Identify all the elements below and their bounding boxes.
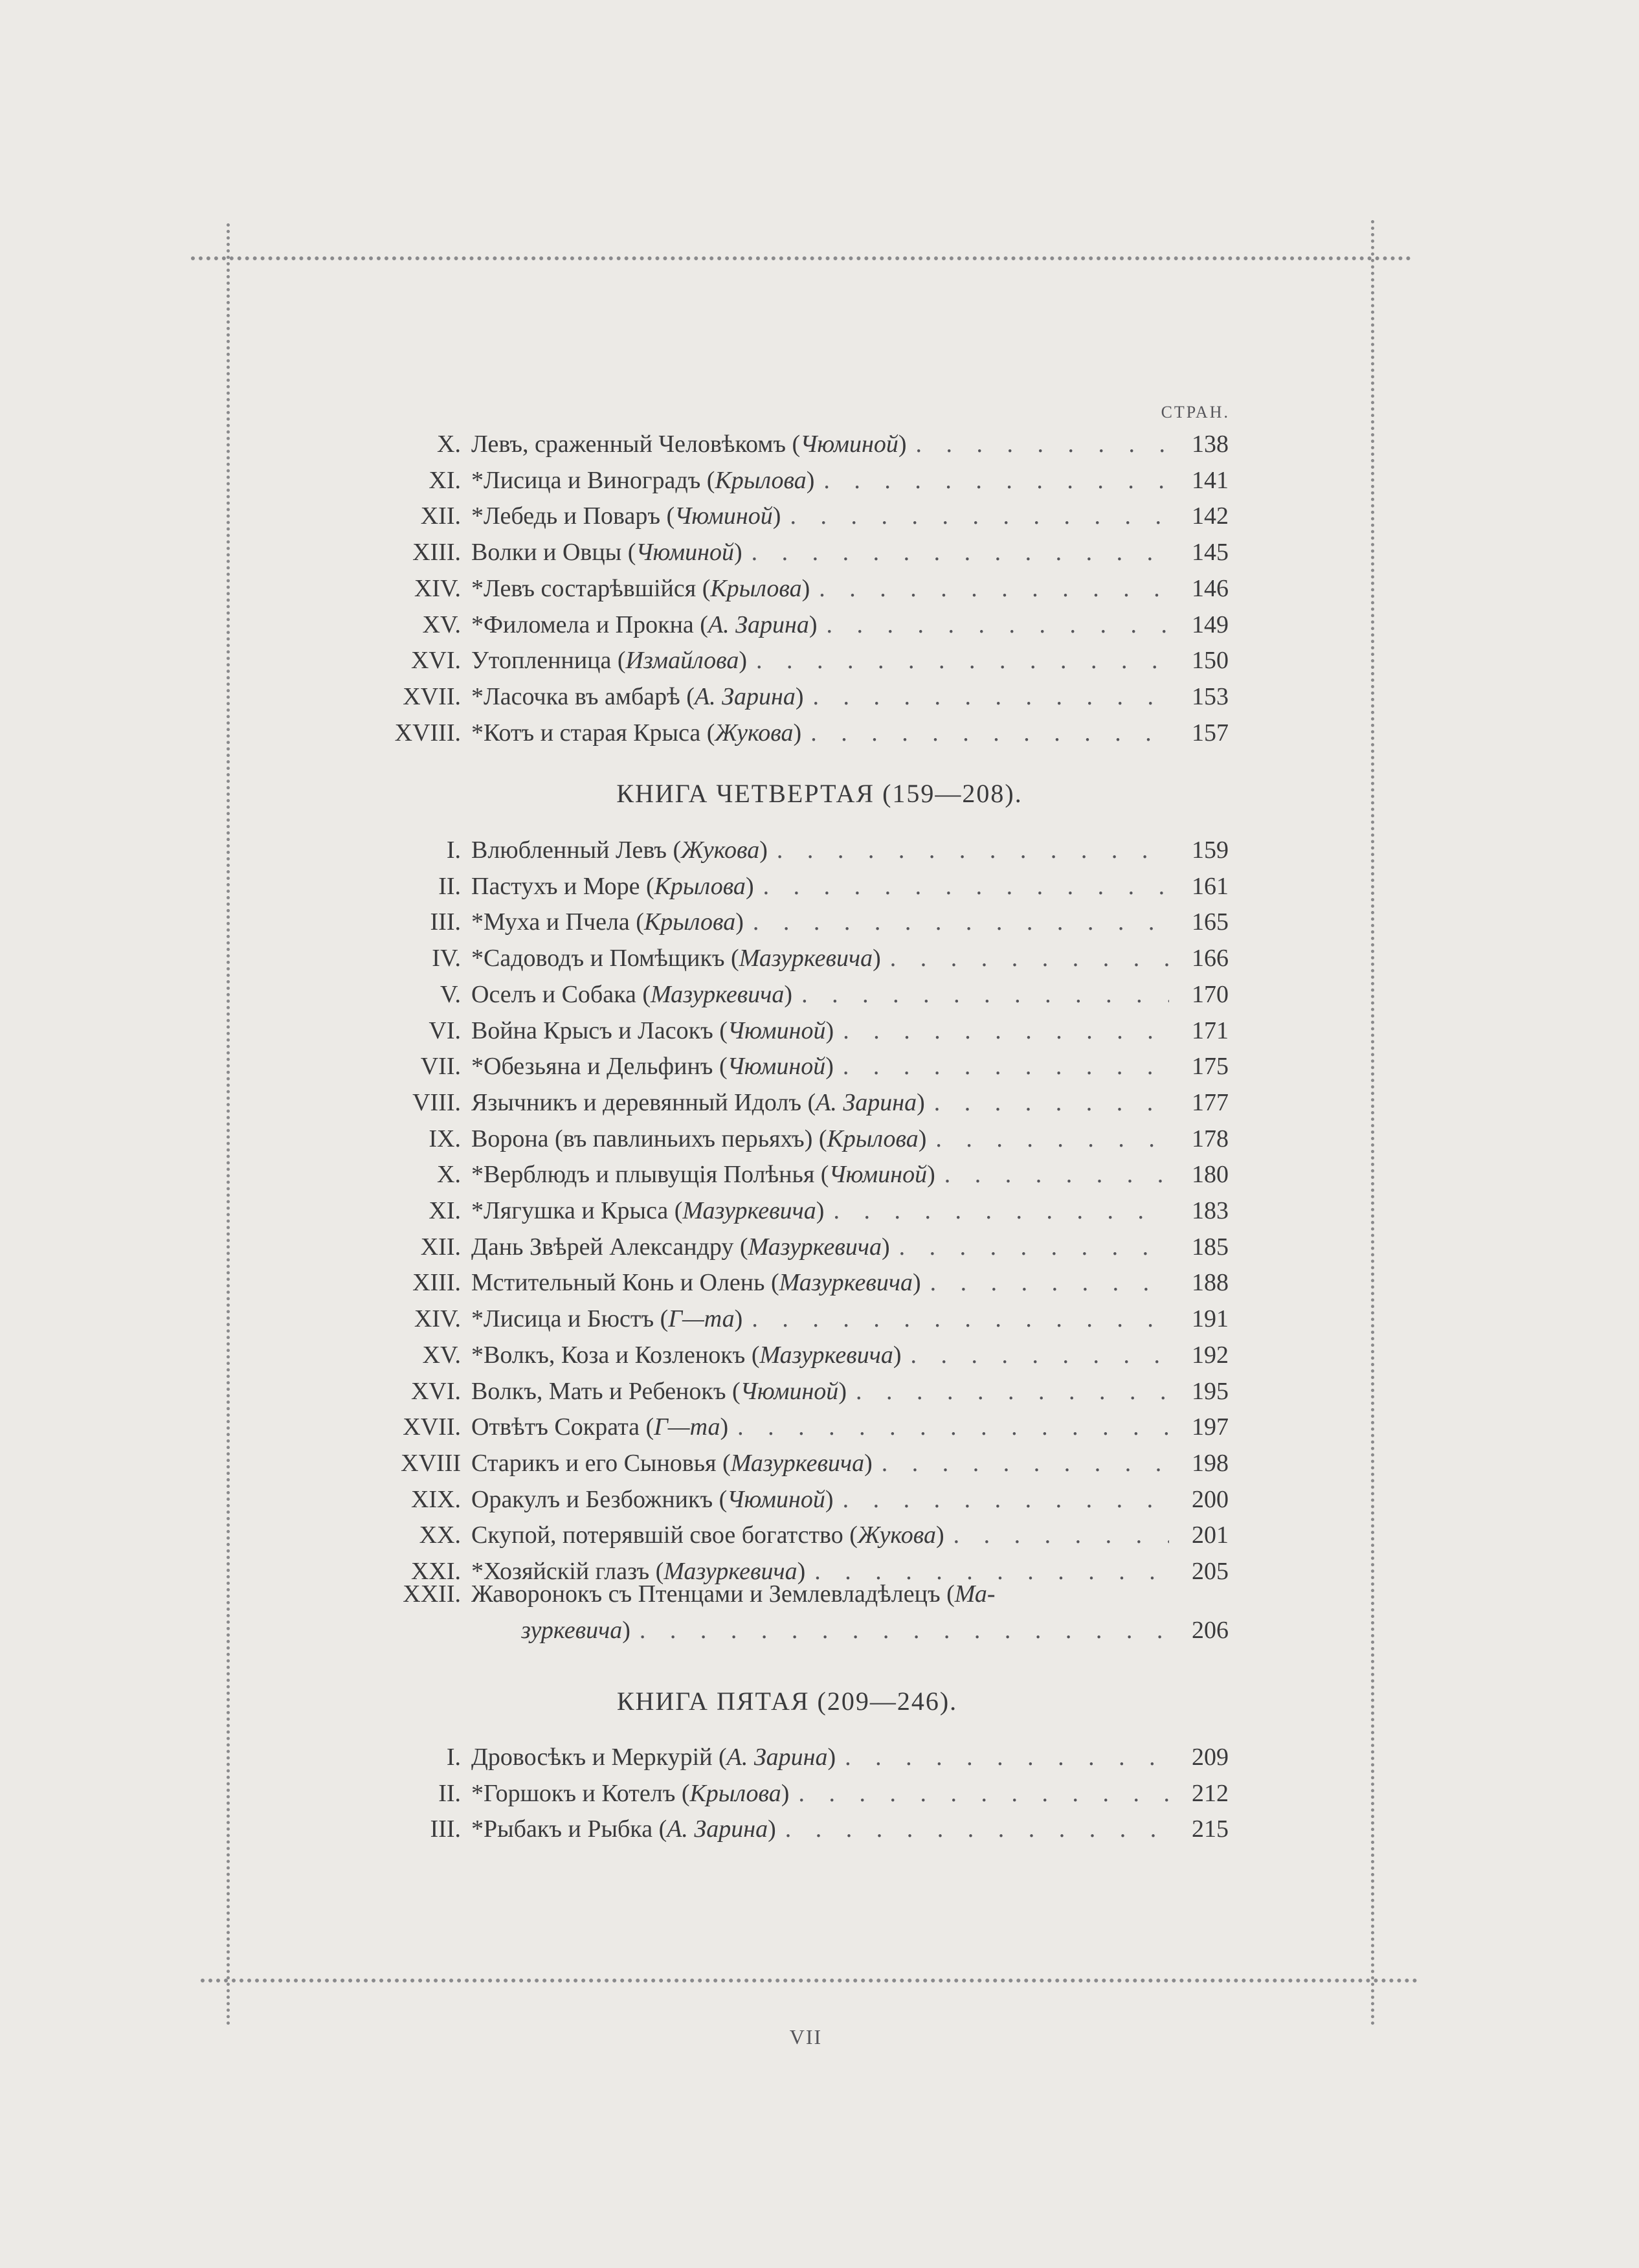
entry-page: 171: [1192, 1016, 1229, 1044]
entry-title: Утопленница (: [471, 647, 626, 675]
entry-title-close: ): [801, 574, 810, 602]
frame-right-border: [1371, 220, 1374, 2027]
entry-author: А. Зарина: [708, 611, 809, 638]
entry-numeral: VII.: [420, 1053, 461, 1081]
entry-page: 197: [1192, 1413, 1229, 1441]
entry-author: Мазуркевича: [682, 1197, 816, 1224]
entry-title: Оракулъ и Безбожникъ (: [471, 1485, 728, 1513]
entry-title: Волкъ, Мать и Ребенокъ (: [471, 1377, 741, 1405]
entry-author: Чюминой: [727, 1485, 825, 1513]
entry-page: 161: [1192, 872, 1229, 900]
entry-author: Мазуркевича: [779, 1269, 913, 1297]
entry-author: Крылова: [710, 574, 802, 602]
entry-title-close: ): [735, 908, 744, 936]
entry-numeral: IX.: [429, 1125, 461, 1152]
entry-title: Отвѣтъ Сократа (: [471, 1413, 654, 1441]
entry-numeral: XI.: [429, 466, 461, 494]
entry-text: [471, 1576, 1238, 1612]
entry-page: 175: [1192, 1053, 1229, 1081]
entry-leader-dots: [781, 498, 1169, 534]
entry-title: Левъ, сраженный Человѣкомъ (: [471, 431, 801, 458]
entry-page: 198: [1192, 1449, 1229, 1477]
entry-text: [471, 462, 1229, 499]
entry-text: [471, 570, 1229, 607]
entry-text: [471, 1481, 1229, 1518]
entry-text: [471, 1156, 1229, 1193]
entry-leader-dots: [873, 1445, 1169, 1481]
entry-numeral: XVIII.: [394, 719, 461, 747]
entry-author: Крылова: [715, 466, 807, 494]
entry-author: Мазуркевича: [651, 980, 785, 1008]
entry-title-close: ): [797, 1558, 806, 1585]
entry-page: 180: [1192, 1161, 1229, 1189]
entry-title: *Лисица и Виноградъ (: [471, 466, 715, 494]
entry-author: Г—та: [668, 1305, 735, 1333]
entry-text: [471, 1229, 1229, 1265]
entry-page: 146: [1192, 574, 1229, 602]
entry-numeral: XV.: [422, 611, 461, 638]
entry-title-close: ): [936, 1521, 944, 1549]
entry-title-close: ): [825, 1053, 834, 1081]
entry-title: Оселъ и Собака (: [471, 980, 651, 1008]
entry-numeral: XVI.: [410, 647, 461, 675]
entry-text: [471, 426, 1229, 462]
entry-title: Дань Звѣрей Александру (: [471, 1233, 748, 1261]
entry-text: [471, 1373, 1229, 1409]
entry-title-close: ): [825, 1016, 834, 1044]
entry-page: 177: [1192, 1088, 1229, 1116]
entry-title-close: ): [734, 1305, 743, 1333]
entry-text: [471, 868, 1229, 904]
entry-text: [471, 1193, 1229, 1229]
entry-leader-dots: [792, 976, 1169, 1013]
entry-text: [471, 1264, 1229, 1301]
entry-numeral: II.: [438, 872, 461, 900]
entry-author: Крылова: [827, 1125, 919, 1152]
book4-heading: КНИГА ЧЕТВЕРТАЯ (159—208).: [616, 779, 1023, 808]
entry-author: А. Зарина: [726, 1744, 828, 1771]
entry-title: Ворона (въ павлиньихъ перьяхъ) (: [471, 1125, 827, 1152]
entry-title: *Волкъ, Коза и Козленокъ (: [471, 1341, 760, 1369]
entry-page: 157: [1192, 719, 1229, 747]
entry-author: Чюминой: [740, 1377, 839, 1405]
entry-author: А. Зарина: [694, 682, 796, 710]
entry-author: Мазуркевича: [730, 1449, 865, 1477]
entry-title-close: ): [898, 431, 907, 458]
entry-numeral: VI.: [429, 1016, 461, 1044]
entry-title: *Котъ и старая Крыса (: [471, 719, 715, 747]
entry-title: Волки и Овцы (: [471, 539, 636, 567]
entry-leader-dots: [814, 462, 1169, 499]
entry-title-close: ): [893, 1341, 902, 1369]
entry-page: 138: [1192, 431, 1229, 458]
entry-numeral: I.: [446, 1744, 461, 1771]
entry-leader-dots: [834, 1013, 1169, 1049]
entry-page: 178: [1192, 1125, 1229, 1152]
entry-title: *Лягушка и Крыса (: [471, 1197, 683, 1224]
entry-numeral: XIII.: [412, 539, 461, 567]
entry-page: 206: [1192, 1617, 1229, 1644]
entry-text: [471, 1048, 1229, 1084]
entry-author: Ма-: [954, 1580, 996, 1608]
entry-numeral: X.: [437, 1161, 461, 1189]
entry-page: 212: [1192, 1779, 1229, 1807]
entry-page: 200: [1192, 1485, 1229, 1513]
entry-text: [471, 976, 1229, 1013]
entry-title-close: ): [739, 647, 748, 675]
entry-author: А. Зарина: [667, 1815, 768, 1843]
entry-leader-dots: [921, 1264, 1169, 1301]
entry-title: *Рыбакъ и Рыбка (: [471, 1815, 667, 1843]
entry-page: 188: [1192, 1269, 1229, 1297]
entry-title: *Левъ состарѣвшійся (: [471, 574, 711, 602]
entry-title-close: ): [793, 719, 802, 747]
entry-page: 170: [1192, 980, 1229, 1008]
entry-leader-dots: [789, 1775, 1169, 1812]
entry-title-close: ): [816, 1197, 825, 1224]
entry-title-close: ): [825, 1485, 834, 1513]
entry-title: *Филомела и Прокна (: [471, 611, 708, 638]
entry-text: [471, 1517, 1229, 1553]
entry-text: [471, 715, 1229, 751]
entry-numeral: XIII.: [412, 1269, 461, 1297]
entry-leader-dots: [801, 715, 1169, 751]
entry-author: Жукова: [857, 1521, 936, 1549]
entry-title: *Ласочка въ амбарѣ (: [471, 682, 695, 710]
entry-text: [471, 1811, 1229, 1847]
entry-title: Жаворонокъ съ Птенцами и Землевладѣлецъ (: [471, 1580, 955, 1608]
entry-title: *Хозяйскій глазъ (: [471, 1558, 664, 1585]
entry-numeral: VIII.: [412, 1088, 461, 1116]
entry-text: [471, 679, 1229, 715]
entry-text: [471, 1301, 1229, 1337]
entry-page: 165: [1192, 908, 1229, 936]
entry-author: Чюминой: [636, 539, 734, 567]
entry-author: Крылова: [654, 872, 746, 900]
entry-leader-dots: [926, 1121, 1169, 1157]
entry-numeral: XIV.: [414, 1305, 461, 1333]
entry-page: 192: [1192, 1341, 1229, 1369]
entry-numeral: XXI.: [410, 1558, 461, 1585]
entry-title-close: ): [917, 1088, 925, 1116]
entry-leader-dots: [742, 534, 1169, 570]
entry-leader-dots: [847, 1373, 1169, 1409]
entry-text: [471, 1445, 1229, 1481]
entry-text: [471, 498, 1229, 534]
entry-title: Скупой, потерявшій свое богатство (: [471, 1521, 858, 1549]
entry-leader-dots: [906, 426, 1169, 462]
entry-page: 185: [1192, 1233, 1229, 1261]
entry-author: Мазуркевича: [739, 945, 873, 972]
entry-title-close: ): [864, 1449, 873, 1477]
entry-page: 183: [1192, 1197, 1229, 1224]
entry-author: Чюминой: [727, 1053, 826, 1081]
entry-leader-dots: [935, 1156, 1169, 1193]
entry-author: Чюминой: [727, 1016, 826, 1044]
entry-title: *Обезьяна и Дельфинъ (: [471, 1053, 728, 1081]
entry-title: Старикъ и его Сыновья (: [471, 1449, 731, 1477]
entry-page: 150: [1192, 647, 1229, 675]
entry-title-close: ): [768, 1815, 776, 1843]
frame-left-border: [227, 223, 230, 2027]
entry-title-close: ): [918, 1125, 927, 1152]
entry-numeral: XVI.: [410, 1377, 461, 1405]
entry-page: 215: [1192, 1815, 1229, 1843]
entry-leader-dots: [890, 1229, 1169, 1265]
entry-author: Мазуркевича: [663, 1558, 797, 1585]
entry-title: *Садоводъ и Помѣщикъ (: [471, 945, 739, 972]
entry-title-close: ): [795, 682, 804, 710]
entry-title-close: ): [772, 502, 781, 530]
entry-title-close: ): [784, 980, 793, 1008]
entry-author: зуркевича: [521, 1617, 623, 1644]
entry-author: Чюминой: [675, 502, 773, 530]
entry-title: Война Крысъ и Ласокъ (: [471, 1016, 728, 1044]
entry-title: *Горшокъ и Котелъ (: [471, 1779, 690, 1807]
entry-leader-dots: [834, 1048, 1169, 1084]
entry-author: А. Зарина: [816, 1088, 917, 1116]
entry-numeral: XII.: [420, 502, 461, 530]
entry-page: 191: [1192, 1305, 1229, 1333]
entry-title: *Верблюдъ и плывущія Полѣнья (: [471, 1161, 829, 1189]
entry-author: Крылова: [689, 1779, 781, 1807]
entry-text: [471, 642, 1229, 679]
entry-leader-dots: [768, 832, 1169, 868]
entry-numeral: XX.: [419, 1521, 461, 1549]
entry-title-close: ): [806, 466, 815, 494]
page-folio: VII: [789, 2025, 823, 2049]
entry-page: 145: [1192, 539, 1229, 567]
pages-column-header: СТРАН.: [1161, 403, 1230, 421]
entry-text: [471, 1409, 1229, 1445]
entry-leader-dots: [810, 570, 1169, 607]
entry-leader-dots: [803, 679, 1169, 715]
entry-author: Мазуркевича: [759, 1341, 893, 1369]
entry-leader-dots: [836, 1739, 1169, 1775]
entry-title: *Муха и Пчела (: [471, 908, 644, 936]
entry-numeral: XVII.: [403, 682, 461, 710]
entry-page: 149: [1192, 611, 1229, 638]
entry-leader-dots: [902, 1337, 1169, 1373]
entry-title-close: ): [720, 1413, 729, 1441]
entry-numeral: XII.: [420, 1233, 461, 1261]
entry-leader-dots: [817, 607, 1169, 643]
entry-numeral: XV.: [422, 1341, 461, 1369]
entry-numeral: XVII.: [403, 1413, 461, 1441]
entry-text: [471, 940, 1229, 976]
entry-title-close: ): [873, 945, 881, 972]
entry-numeral: IV.: [432, 945, 461, 972]
entry-numeral: III.: [430, 908, 461, 936]
entry-title: *Лисица и Бюстъ (: [471, 1305, 669, 1333]
entry-text: [471, 1084, 1229, 1121]
entry-text: [471, 534, 1229, 570]
entry-text: [521, 1612, 1229, 1648]
entry-author: Измайлова: [625, 647, 739, 675]
entry-page: 195: [1192, 1377, 1229, 1405]
frame-top-border: [191, 256, 1411, 260]
entry-title-close: ): [927, 1161, 935, 1189]
entry-author: Крылова: [643, 908, 736, 936]
entry-title-close: ): [745, 872, 754, 900]
entry-numeral: XIX.: [410, 1485, 461, 1513]
entry-leader-dots: [747, 642, 1169, 679]
entry-leader-dots: [742, 1301, 1169, 1337]
entry-leader-dots: [944, 1517, 1169, 1553]
entry-numeral: III.: [430, 1815, 461, 1843]
entry-title-close: ): [881, 1233, 890, 1261]
entry-title: *Лебедь и Поваръ (: [471, 502, 675, 530]
entry-numeral: XIV.: [414, 574, 461, 602]
entry-author: Мазуркевича: [748, 1233, 882, 1261]
entry-author: Жукова: [715, 719, 794, 747]
entry-leader-dots: [824, 1193, 1169, 1229]
entry-title-close: ): [734, 539, 742, 567]
entry-page: 166: [1192, 945, 1229, 972]
entry-page: 153: [1192, 682, 1229, 710]
entry-numeral: I.: [446, 836, 461, 864]
entry-numeral: II.: [438, 1779, 461, 1807]
entry-title-close: ): [827, 1744, 836, 1771]
entry-title: Язычникъ и деревянный Идолъ (: [471, 1088, 816, 1116]
entry-title: Пастухъ и Море (: [471, 872, 654, 900]
entry-title-close: ): [781, 1779, 790, 1807]
entry-page: 205: [1192, 1558, 1229, 1585]
entry-page: 209: [1192, 1744, 1229, 1771]
entry-title-close: ): [913, 1269, 921, 1297]
entry-title: Мстительный Конь и Олень (: [471, 1269, 779, 1297]
entry-text: [471, 1013, 1229, 1049]
entry-author: Жукова: [681, 836, 760, 864]
entry-leader-dots: [630, 1612, 1169, 1648]
entry-page: 141: [1192, 466, 1229, 494]
entry-title-close: ): [622, 1617, 630, 1644]
entry-leader-dots: [834, 1481, 1169, 1518]
entry-text: [471, 1775, 1229, 1812]
entry-leader-dots: [744, 904, 1169, 940]
entry-page: 201: [1192, 1521, 1229, 1549]
entry-title-close: ): [808, 611, 818, 638]
entry-title-close: ): [759, 836, 768, 864]
entry-text: [471, 1337, 1229, 1373]
entry-author: Чюминой: [800, 431, 898, 458]
book5-heading: КНИГА ПЯТАЯ (209—246).: [616, 1687, 958, 1716]
entry-author: Г—та: [654, 1413, 720, 1441]
entry-text: [471, 607, 1229, 643]
entry-title-close: ): [838, 1377, 847, 1405]
entry-author: Чюминой: [829, 1161, 928, 1189]
frame-bottom-border: [201, 1979, 1418, 1982]
entry-leader-dots: [881, 940, 1169, 976]
entry-leader-dots: [728, 1409, 1169, 1445]
entry-page: 159: [1192, 836, 1229, 864]
entry-numeral: X.: [437, 431, 461, 458]
entry-leader-dots: [754, 868, 1169, 904]
entry-text: [471, 1121, 1229, 1157]
entry-text: [471, 1739, 1229, 1775]
entry-page: 142: [1192, 502, 1229, 530]
entry-leader-dots: [776, 1811, 1169, 1847]
entry-title: Влюбленный Левъ (: [471, 836, 682, 864]
entry-numeral: XI.: [429, 1197, 461, 1224]
entry-text: [471, 904, 1229, 940]
entry-numeral: V.: [440, 980, 461, 1008]
entry-text: [471, 832, 1229, 868]
entry-leader-dots: [925, 1084, 1169, 1121]
entry-numeral: XXII.: [403, 1580, 461, 1608]
entry-numeral: XVIII: [401, 1449, 461, 1477]
entry-title: Дровосѣкъ и Меркурій (: [471, 1744, 727, 1771]
